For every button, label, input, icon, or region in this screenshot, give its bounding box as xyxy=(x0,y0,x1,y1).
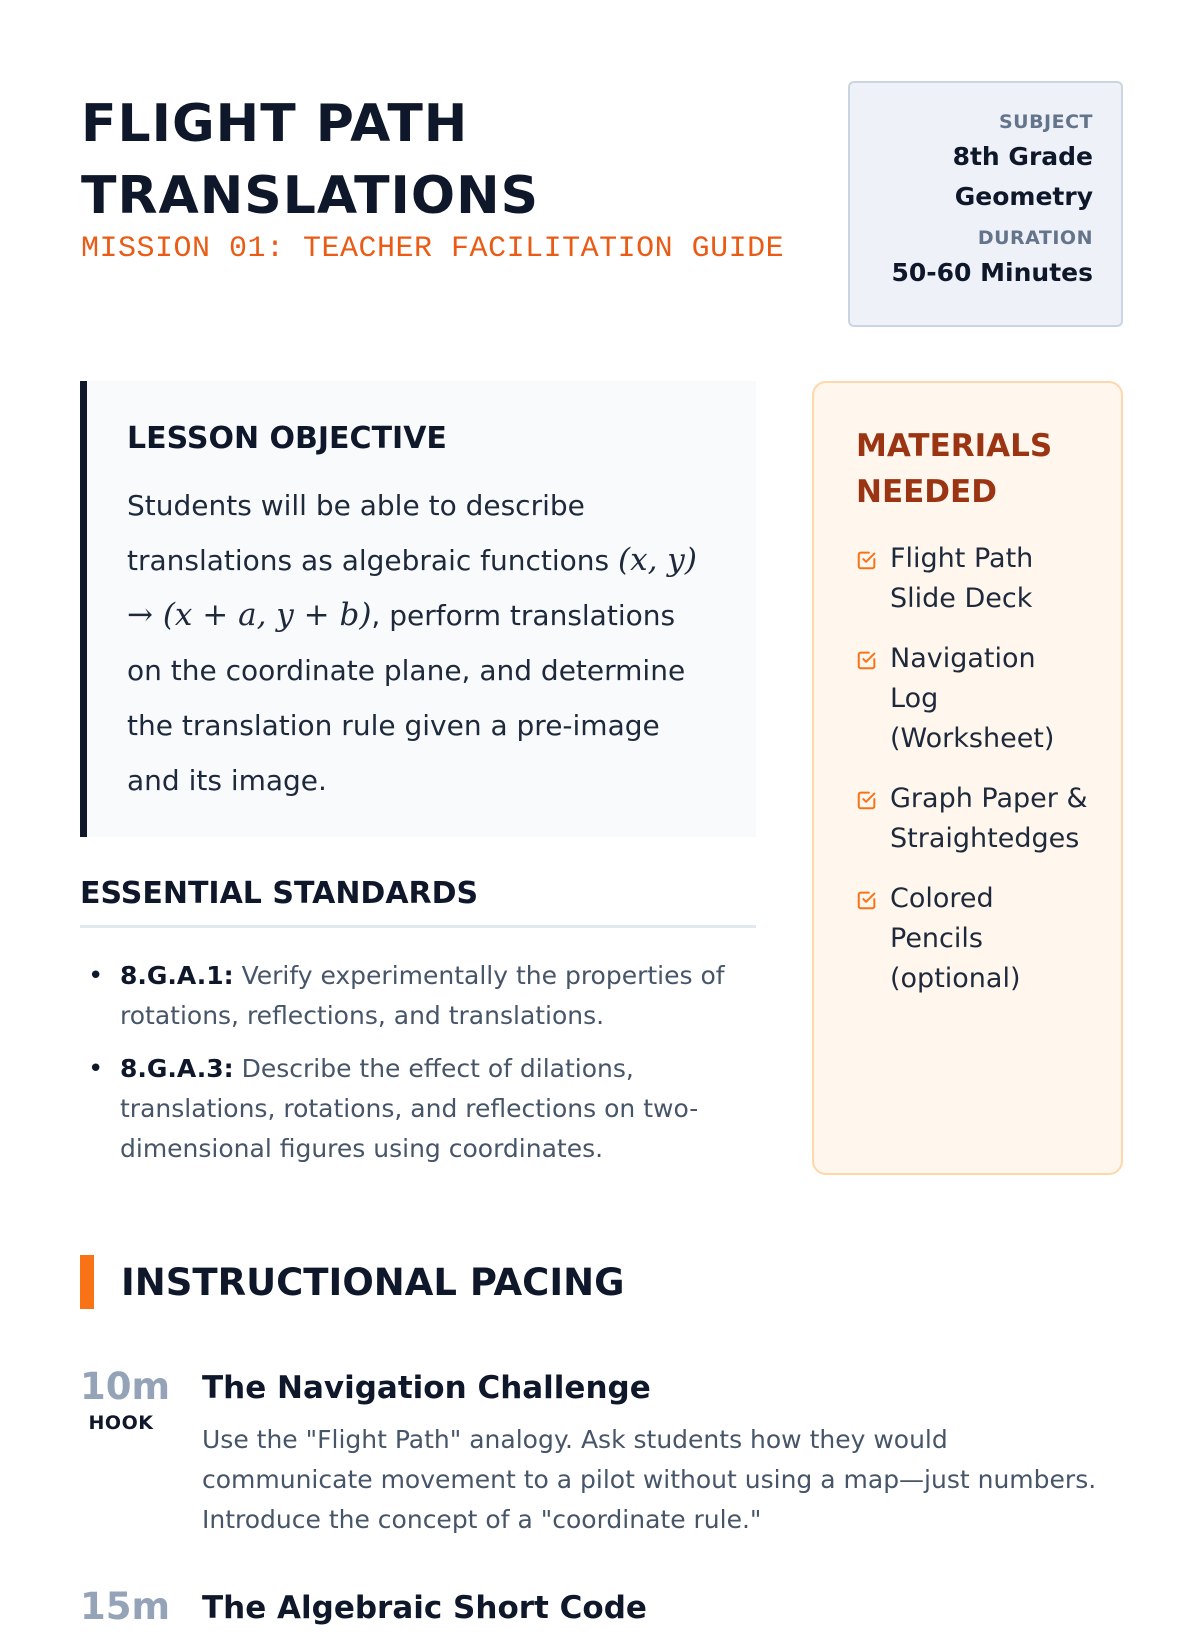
standards-list xyxy=(80,956,756,1169)
material-item xyxy=(856,639,1091,759)
standard-code: 8.G.A.3: xyxy=(120,1054,234,1083)
standard-item xyxy=(80,956,756,1036)
objective-text-start: Students will be able to describe translations as algebraic functions xyxy=(127,489,619,577)
pacing-description: Use the "Flight Path" analogy. Ask students how they would communicate movement to a pilot without using a map—just numbers. Introduce the concept of a "coordinate rule." xyxy=(202,1425,1097,1534)
standard-text: Describe the effect of dilations, translations, rotations, and reflections on two-dimensional figures using coordinates. xyxy=(120,1054,699,1163)
checkbox-icon xyxy=(856,789,878,811)
pacing-heading: INSTRUCTIONAL PACING xyxy=(121,1260,625,1304)
material-label: Navigation Log (Worksheet) xyxy=(890,643,1055,754)
lesson-objective-card xyxy=(80,381,756,837)
duration-label: DURATION xyxy=(977,227,1093,249)
pacing-title: The Algebraic Short Code xyxy=(202,1590,647,1626)
pacing-minutes: 15m xyxy=(80,1585,171,1628)
material-item xyxy=(856,879,1091,999)
title-line: FLIGHT PATH xyxy=(81,94,469,154)
subject-line: 8th Grade xyxy=(952,142,1093,171)
lesson-meta-box xyxy=(848,81,1123,327)
pacing-title: The Navigation Challenge xyxy=(202,1370,651,1406)
material-label: Graph Paper & Straightedges xyxy=(890,783,1088,854)
checkbox-icon xyxy=(856,649,878,671)
pacing-minutes: 10m xyxy=(80,1365,171,1408)
math-expression: → (x + a, y + b) xyxy=(127,597,372,633)
materials-card xyxy=(812,381,1123,1175)
pacing-phase: HOOK xyxy=(88,1412,154,1434)
material-label: Flight Path Slide Deck xyxy=(890,543,1034,614)
title-line: TRANSLATIONS xyxy=(81,166,540,226)
standard-code: 8.G.A.1: xyxy=(120,961,234,990)
standard-item xyxy=(80,1049,756,1169)
standards-heading: ESSENTIAL STANDARDS xyxy=(80,876,756,928)
materials-heading: MATERIALS NEEDED xyxy=(856,428,1053,510)
subject-value xyxy=(850,137,1093,217)
page-subtitle: MISSION 01: TEACHER FACILITATION GUIDE xyxy=(81,232,785,266)
subject-line: Geometry xyxy=(954,182,1093,211)
checkbox-icon xyxy=(856,889,878,911)
pacing-content xyxy=(202,1362,1122,1540)
checkbox-icon xyxy=(856,549,878,571)
math-expression: (x, y) xyxy=(618,542,697,578)
essential-standards xyxy=(80,876,756,1182)
subject-label: SUBJECT xyxy=(998,111,1093,133)
material-item xyxy=(856,539,1091,619)
objective-heading: LESSON OBJECTIVE xyxy=(127,421,447,456)
pacing-time xyxy=(80,1582,171,1632)
pacing-section-header xyxy=(80,1255,624,1309)
material-label: Colored Pencils (optional) xyxy=(890,883,1021,994)
pacing-content xyxy=(202,1582,1122,1634)
accent-bar xyxy=(80,1255,94,1309)
objective-text xyxy=(127,478,716,808)
page-title xyxy=(81,88,761,232)
objective-text-end: , perform translations on the coordinate plane, and determine the translation rule given a pre-image and its image. xyxy=(127,599,686,797)
standard-text: Verify experimentally the properties of rotations, reflections, and translations. xyxy=(120,961,725,1030)
material-item xyxy=(856,779,1091,859)
pacing-time xyxy=(80,1362,171,1434)
duration-value: 50-60 Minutes xyxy=(891,258,1093,287)
